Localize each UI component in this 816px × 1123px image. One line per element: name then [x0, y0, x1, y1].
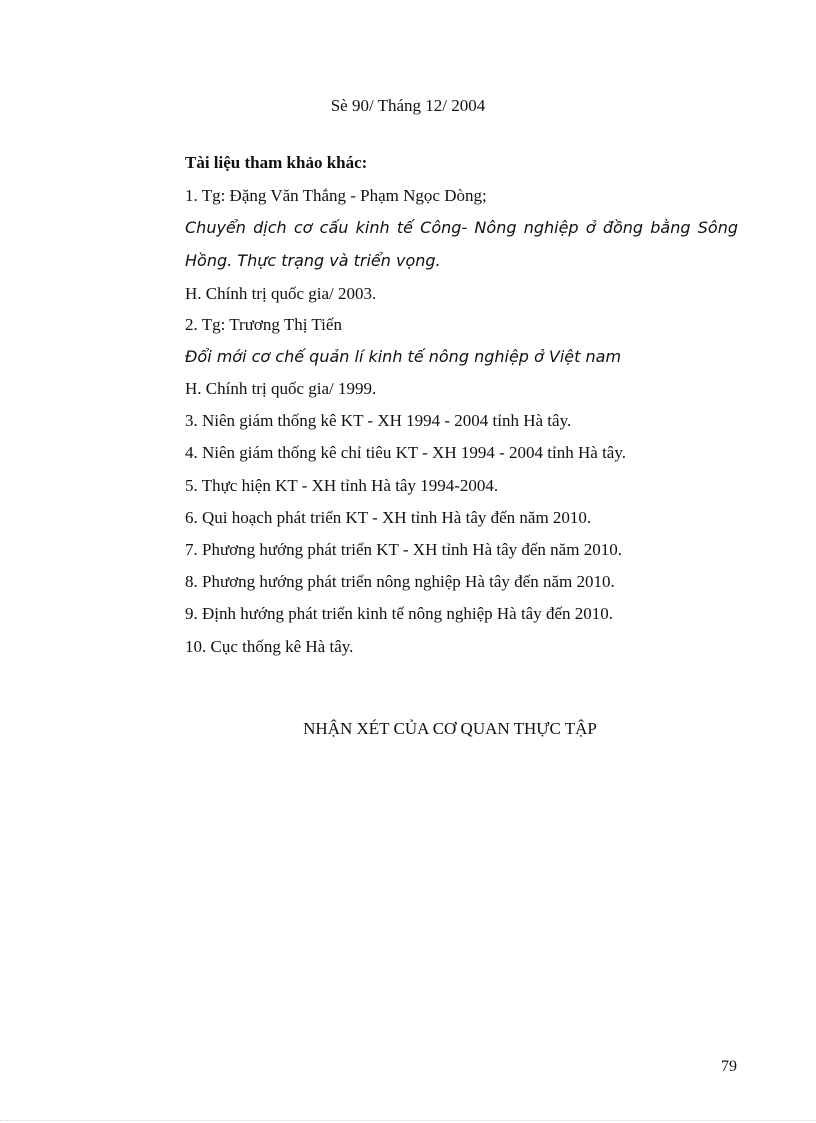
reference-item: 9. Định hướng phát triển kinh tế nông nghiệp Hà tây đến 2010.	[185, 604, 614, 623]
page-bottom-border	[0, 1120, 816, 1121]
reference-title-line: Đổi mới cơ chế quản lí kinh tế nông nghiệp ở Việt nam	[185, 347, 622, 366]
section-title: NHẬN XÉT CỦA CƠ QUAN THỰC TẬP	[303, 719, 597, 738]
reference-item: 8. Phương hướng phát triển nông nghiệp Hà tây đến năm 2010.	[185, 572, 615, 591]
reference-item: 7. Phương hướng phát triển KT - XH tỉnh Hà tây đến năm 2010.	[185, 540, 622, 559]
reference-title-line: Chuyển dịch cơ cấu kinh tế Công- Nông nghiệp ở đồng bằng Sông	[185, 218, 738, 237]
page-number: 79	[721, 1058, 737, 1075]
reference-item: 5. Thực hiện KT - XH tỉnh Hà tây 1994-2004.	[185, 476, 499, 495]
references-heading: Tài liệu tham khảo khác:	[185, 153, 368, 172]
reference-item: 6. Qui hoạch phát triển KT - XH tỉnh Hà tây đến năm 2010.	[185, 508, 592, 527]
reference-item: 1. Tg: Đặng Văn Thắng - Phạm Ngọc Dòng;	[185, 186, 487, 205]
reference-title-line: Hồng. Thực trạng và triển vọng.	[185, 251, 441, 270]
reference-item: 3. Niên giám thống kê KT - XH 1994 - 2004 tỉnh Hà tây.	[185, 411, 572, 430]
issue-header: Sè 90/ Tháng 12/ 2004	[330, 96, 486, 115]
reference-item: 10. Cục thống kê Hà tây.	[185, 637, 354, 656]
reference-item: 2. Tg: Trương Thị Tiến	[185, 315, 342, 334]
reference-item: 4. Niên giám thống kê chỉ tiêu KT - XH 1994 - 2004 tỉnh Hà tây.	[185, 443, 626, 462]
reference-publisher: H. Chính trị quốc gia/ 1999.	[185, 379, 377, 398]
reference-publisher: H. Chính trị quốc gia/ 2003.	[185, 284, 377, 303]
